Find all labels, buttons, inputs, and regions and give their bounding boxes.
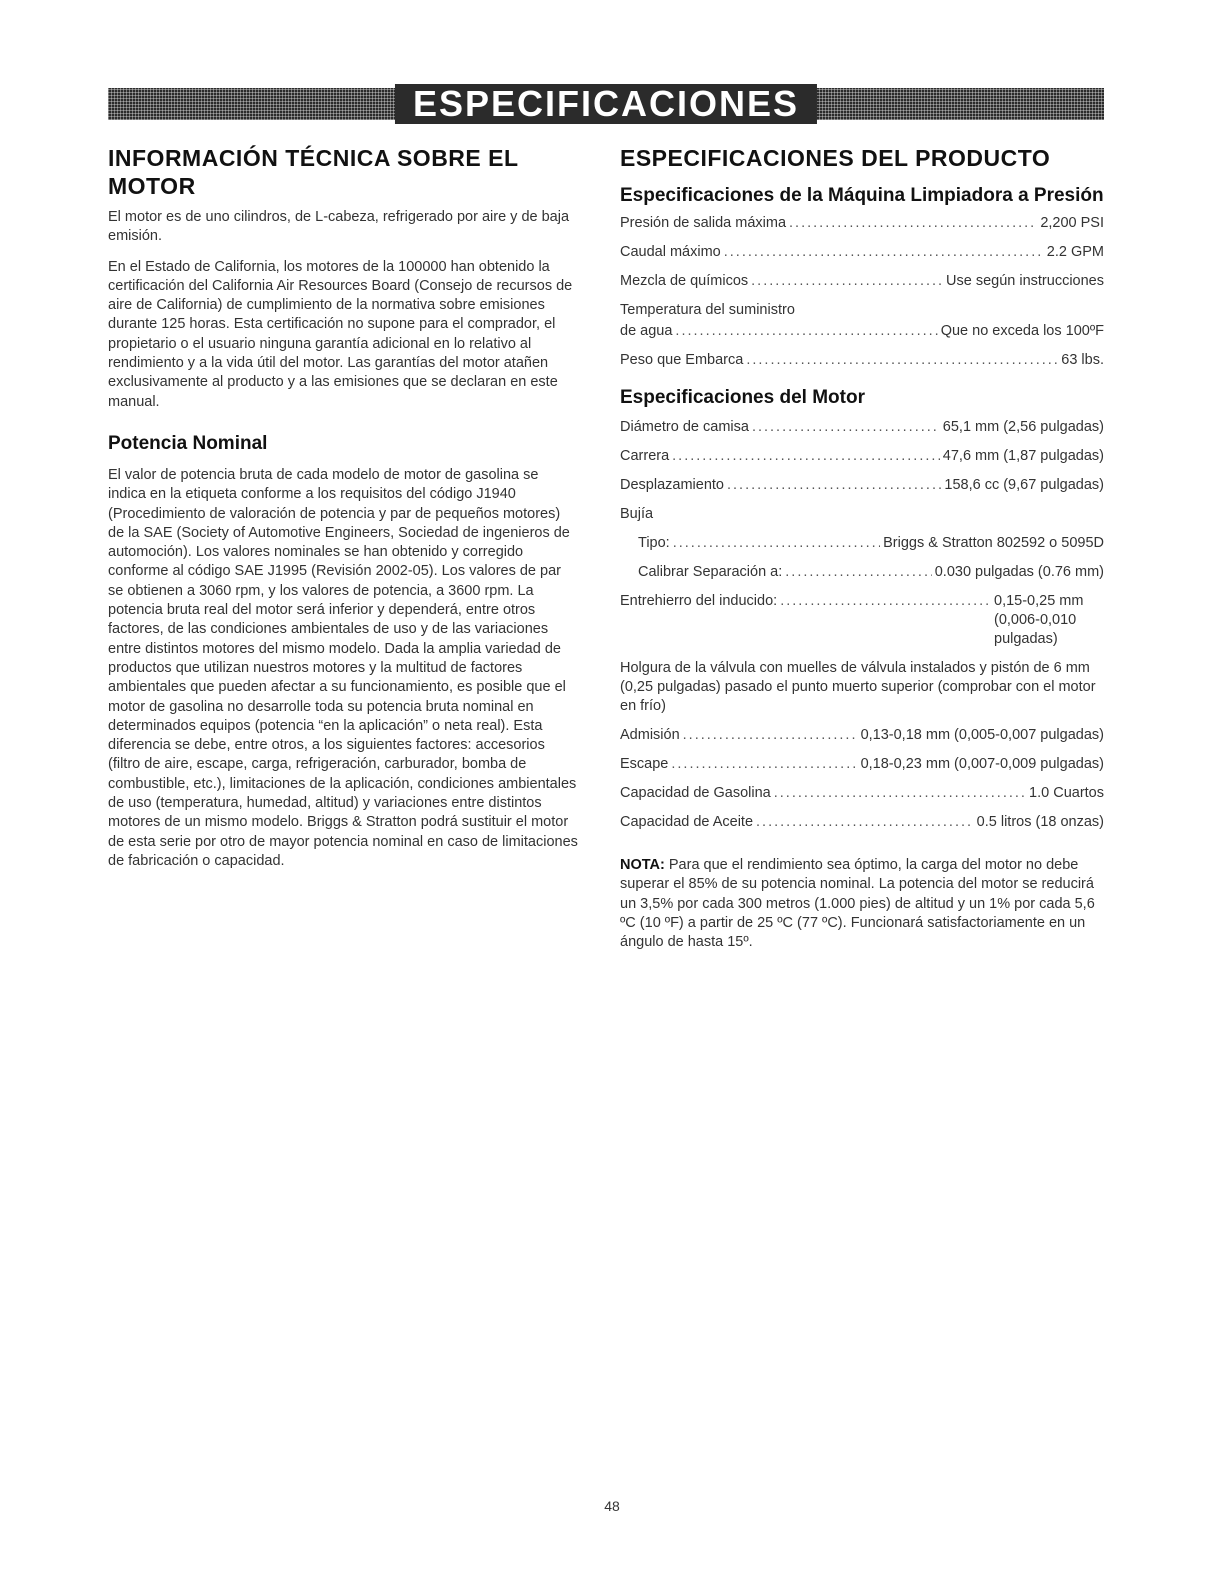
spec-label: Presión de salida máxima: [620, 215, 787, 231]
spec-value: Que no exceda los 100ºF: [940, 323, 1104, 339]
note-text: Para que el rendimiento sea óptimo, la carga del motor no debe superar el 85% de su potencia nominal. La potencia del motor se reducirá un 3,5% por cada 300 metros (1.000 pies) de altitud y un 1% por cada 5,6 ºC (10 ºF) a partir de 25 ºC (77 ºC). Funcionará satisfactoriamente en un ángulo de hasta 15º.: [620, 857, 1095, 951]
engine-info-heading: INFORMACIÓN TÉCNICA SOBRE EL MOTOR: [108, 145, 519, 199]
spec-value: 0,13-0,18 mm (0,005-0,007 pulgadas): [860, 727, 1104, 743]
leader-dots: [751, 272, 943, 291]
spec-label: Entrehierro del inducido:: [620, 593, 778, 609]
spec-row-entrehierro: [620, 592, 1104, 649]
spec-label: Admisión: [620, 727, 680, 743]
motor-specs-heading: Especificaciones del Motor: [620, 387, 865, 408]
potencia-nominal-heading: Potencia Nominal: [108, 432, 268, 454]
spec-row-escape: [620, 755, 1104, 774]
bujia-label: Bujía: [620, 506, 654, 522]
leader-dots: [746, 351, 1058, 370]
spec-label: Capacidad de Gasolina: [620, 785, 771, 801]
spec-value: 158,6 cc (9,67 pulgadas): [944, 477, 1104, 493]
spec-value: Use según instrucciones: [946, 273, 1104, 289]
engine-intro-paragraph: El motor es de uno cilindros, de L-cabeza, refrigerado por aire y de baja emisión.: [108, 209, 570, 245]
leader-dots: [780, 592, 991, 611]
leader-dots: [727, 476, 941, 495]
temp-line: Temperatura del suministro: [620, 302, 795, 318]
spec-row-peso: [620, 351, 1104, 370]
spec-row-mezcla: [620, 272, 1104, 291]
leader-dots: [675, 322, 937, 341]
spec-row-tipo: [620, 534, 1104, 553]
right-column: [620, 144, 1104, 963]
spec-label: Peso que Embarca: [620, 352, 744, 368]
leader-dots: [756, 813, 974, 832]
spec-value: 1.0 Cuartos: [1029, 785, 1104, 801]
leader-dots: [683, 726, 858, 745]
spec-value: 0.5 litros (18 onzas): [976, 814, 1104, 830]
leader-dots: [724, 243, 1044, 262]
machine-specs-heading: Especificaciones de la Máquina Limpiadora a Presión: [620, 185, 1104, 206]
spec-row-temp: [620, 322, 1104, 341]
spec-row-admision: [620, 726, 1104, 745]
spec-row-diametro: [620, 418, 1104, 437]
spec-row-presion: [620, 214, 1104, 233]
spec-value: Briggs & Stratton 802592 o 5095D: [883, 535, 1104, 551]
spec-value: 47,6 mm (1,87 pulgadas): [942, 448, 1104, 464]
spec-row-calibrar: [620, 563, 1104, 582]
spec-label: Tipo:: [638, 535, 670, 551]
spec-label: Desplazamiento: [620, 477, 724, 493]
spec-label: Caudal máximo: [620, 244, 721, 260]
spec-label: Capacidad de Aceite: [620, 814, 754, 830]
potencia-nominal-paragraph: El valor de potencia bruta de cada modelo de motor de gasolina se indica en la etiqueta conforme a los requisitos del código J1940 (Procedimiento de valoración de potencia y par de pequeños motores) de la SAE (Society of Automotive Engineers, Sociedad de ingenieros de automoción). Los valores nominales se han obtenido y corregido conforme al código SAE J1995 (Revisión 2002-05). Los valores de par se obtienen a 3060 rpm, y los valores de potencia, a 3600 rpm. La potencia bruta real del motor será inferior y dependerá, entre otros factores, de las condiciones ambientales de uso y de las variaciones entre distintos motores del mismo modelo. Dada la amplia variedad de productos que utilizan nuestros motores y la multitud de factores ambientales que pueden afectar a su funcionamiento, es posible que el motor de gasolina no desarrolle toda su potencia bruta nominal en determinados equipos (potencia “en la aplicación” o neta real). Esta diferencia se debe, entre otros, a los siguientes factores: accesorios (filtro de aire, escape, carga, refrigeración, carburador, bomba de combustible, etc.), limitaciones de la aplicación, condiciones ambientales de uso (temperatura, humedad, altitud) y variaciones entre distintos motores de un mismo modelo. Briggs & Stratton podrá sustituir el motor de esta serie por otro de mayor potencia nominal en caso de limitaciones de fabricación o capacidad.: [108, 466, 578, 869]
leader-dots: [785, 563, 931, 582]
leader-dots: [774, 784, 1026, 803]
spec-label: Calibrar Separación a:: [638, 564, 783, 580]
banner-title: ESPECIFICACIONES: [395, 84, 817, 124]
spec-label: Mezcla de químicos: [620, 273, 749, 289]
holgura-text: Holgura de la válvula con muelles de válvula instalados y pistón de 6 mm (0,25 pulgadas) pasado el punto muerto superior (comprobar con el motor en frío): [620, 660, 1096, 714]
leader-dots: [752, 418, 940, 437]
spec-row-aceite: [620, 813, 1104, 832]
spec-value: 0.030 pulgadas (0.76 mm): [934, 564, 1104, 580]
spec-label: de agua: [620, 323, 673, 339]
spec-value: 0,15-0,25 mm (0,006-0,010 pulgadas): [994, 593, 1084, 647]
spec-row-caudal: [620, 243, 1104, 262]
left-column: [108, 144, 580, 882]
spec-row-carrera: [620, 447, 1104, 466]
note-paragraph: [620, 856, 1104, 952]
spec-value: 63 lbs.: [1061, 352, 1104, 368]
leader-dots: [672, 447, 940, 466]
product-specs-heading: ESPECIFICACIONES DEL PRODUCTO: [620, 145, 1051, 171]
leader-dots: [789, 214, 1037, 233]
spec-row-desplazamiento: [620, 476, 1104, 495]
spec-value: 0,18-0,23 mm (0,007-0,009 pulgadas): [860, 756, 1104, 772]
spec-label: Escape: [620, 756, 669, 772]
spec-value: 65,1 mm (2,56 pulgadas): [942, 419, 1104, 435]
page-number: 48: [604, 1498, 620, 1514]
spec-row-gasolina: [620, 784, 1104, 803]
spec-value: 2.2 GPM: [1046, 244, 1104, 260]
leader-dots: [673, 534, 880, 553]
spec-label: Carrera: [620, 448, 670, 464]
spec-label: Diámetro de camisa: [620, 419, 749, 435]
leader-dots: [671, 755, 857, 774]
note-label: NOTA:: [620, 857, 665, 873]
section-banner: [108, 83, 1104, 124]
california-paragraph: En el Estado de California, los motores de la 100000 han obtenido la certificación del California Air Resources Board (Consejo de recursos de aire de California) de cumplimiento de la normativa sobre emisiones durante 125 horas. Esta certificación no supone para el comprador, el propietario o el usuario ninguna garantía adicional en lo relativo al rendimiento y a la vida útil del motor. Las garantías del motor atañen exclusivamente al producto y a las emisiones que se declaran en este manual.: [108, 258, 573, 410]
spec-value: 2,200 PSI: [1040, 215, 1104, 231]
